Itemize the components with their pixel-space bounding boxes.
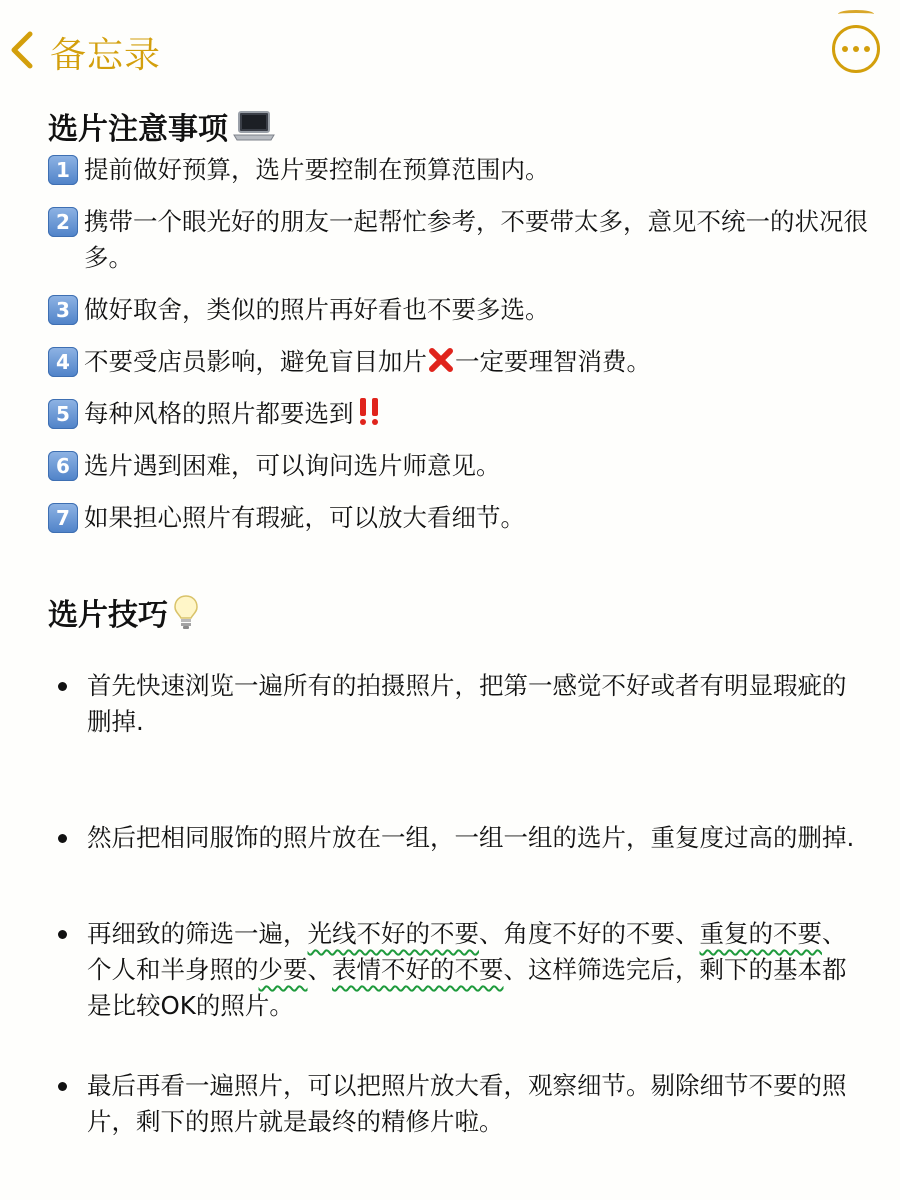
list-item-text: 选片遇到困难，可以询问选片师意见。 — [84, 451, 501, 480]
list-item-text: 最后再看一遍照片，可以把照片放大看，观察细节。剔除细节不要的照片，剩下的照片就是最终的精修片啦。 — [87, 1071, 847, 1136]
navigation-bar — [0, 0, 900, 100]
list-item-text-part: 一定要理智消费。 — [455, 347, 651, 376]
number-4-icon: 4 — [48, 347, 78, 377]
highlighted-text: 重复的不要 — [699, 919, 822, 948]
status-indicator — [838, 10, 874, 18]
section-title-text: 选片技巧 — [48, 598, 168, 633]
light-bulb-icon — [172, 593, 200, 631]
back-button-label[interactable]: 备忘录 — [50, 35, 162, 76]
bullet-icon — [58, 834, 67, 843]
bullet-icon — [58, 682, 67, 691]
list-item-text: 如果担心照片有瑕疵，可以放大看细节。 — [84, 503, 525, 532]
number-6-icon: 6 — [48, 451, 78, 481]
list-item — [48, 448, 878, 484]
list-item — [48, 204, 878, 276]
list-item — [58, 1068, 868, 1140]
chevron-left-icon[interactable] — [8, 30, 38, 70]
list-item-text — [87, 916, 868, 1024]
list-item — [48, 396, 878, 432]
section-title-text: 选片注意事项 — [48, 112, 228, 147]
list-item-text: 携带一个眼光好的朋友一起帮忙参考，不要带太多，意见不统一的状况很多。 — [84, 207, 868, 272]
more-dot-icon — [864, 46, 870, 52]
section-title-notes — [48, 104, 276, 148]
number-7-icon: 7 — [48, 503, 78, 533]
list-item-text-part: 每种风格的照片都要选到 — [84, 399, 354, 428]
list-item — [48, 344, 878, 380]
text-segment: 、这样筛选完后，剩下的基本都是比较OK的照片。 — [87, 955, 847, 1020]
notes-list — [48, 152, 878, 552]
list-item — [48, 292, 878, 328]
list-item-text: 做好取舍，类似的照片再好看也不要多选。 — [84, 295, 550, 324]
number-2-icon: 2 — [48, 207, 78, 237]
list-item-text-part: 不要受店员影响，避免盲目加片 — [84, 347, 427, 376]
list-item-text — [84, 396, 878, 432]
list-item-text — [84, 344, 878, 380]
text-segment: 再细致的筛选一遍， — [87, 919, 308, 948]
list-item — [48, 500, 878, 536]
bullet-icon — [58, 1082, 67, 1091]
tips-list — [58, 668, 868, 1140]
list-item — [48, 152, 878, 188]
list-item-text: 首先快速浏览一遍所有的拍摄照片，把第一感觉不好或者有明显瑕疵的删掉. — [87, 671, 847, 736]
laptop-icon — [232, 109, 276, 143]
bullet-icon — [58, 930, 67, 939]
highlighted-text: 表情不好的不要 — [332, 955, 504, 984]
number-5-icon: 5 — [48, 399, 78, 429]
list-item-text: 提前做好预算，选片要控制在预算范围内。 — [84, 155, 550, 184]
more-options-button[interactable] — [832, 25, 880, 73]
more-dot-icon — [853, 46, 859, 52]
more-dot-icon — [842, 46, 848, 52]
number-3-icon: 3 — [48, 295, 78, 325]
text-segment: 、角度不好的不要、 — [479, 919, 700, 948]
text-segment: 、个人和半身照的 — [87, 919, 847, 984]
list-item — [58, 820, 868, 856]
number-1-icon: 1 — [48, 155, 78, 185]
list-item — [58, 668, 868, 740]
list-item — [58, 916, 868, 1024]
list-item-text: 然后把相同服饰的照片放在一组，一组一组的选片，重复度过高的删掉. — [87, 823, 855, 852]
double-exclamation-icon — [354, 396, 384, 426]
highlighted-text: 少要 — [258, 955, 308, 984]
text-segment: 、 — [307, 955, 332, 984]
cross-mark-icon — [427, 346, 455, 374]
section-title-tips — [48, 590, 200, 634]
highlighted-text: 光线不好的不要 — [307, 919, 479, 948]
